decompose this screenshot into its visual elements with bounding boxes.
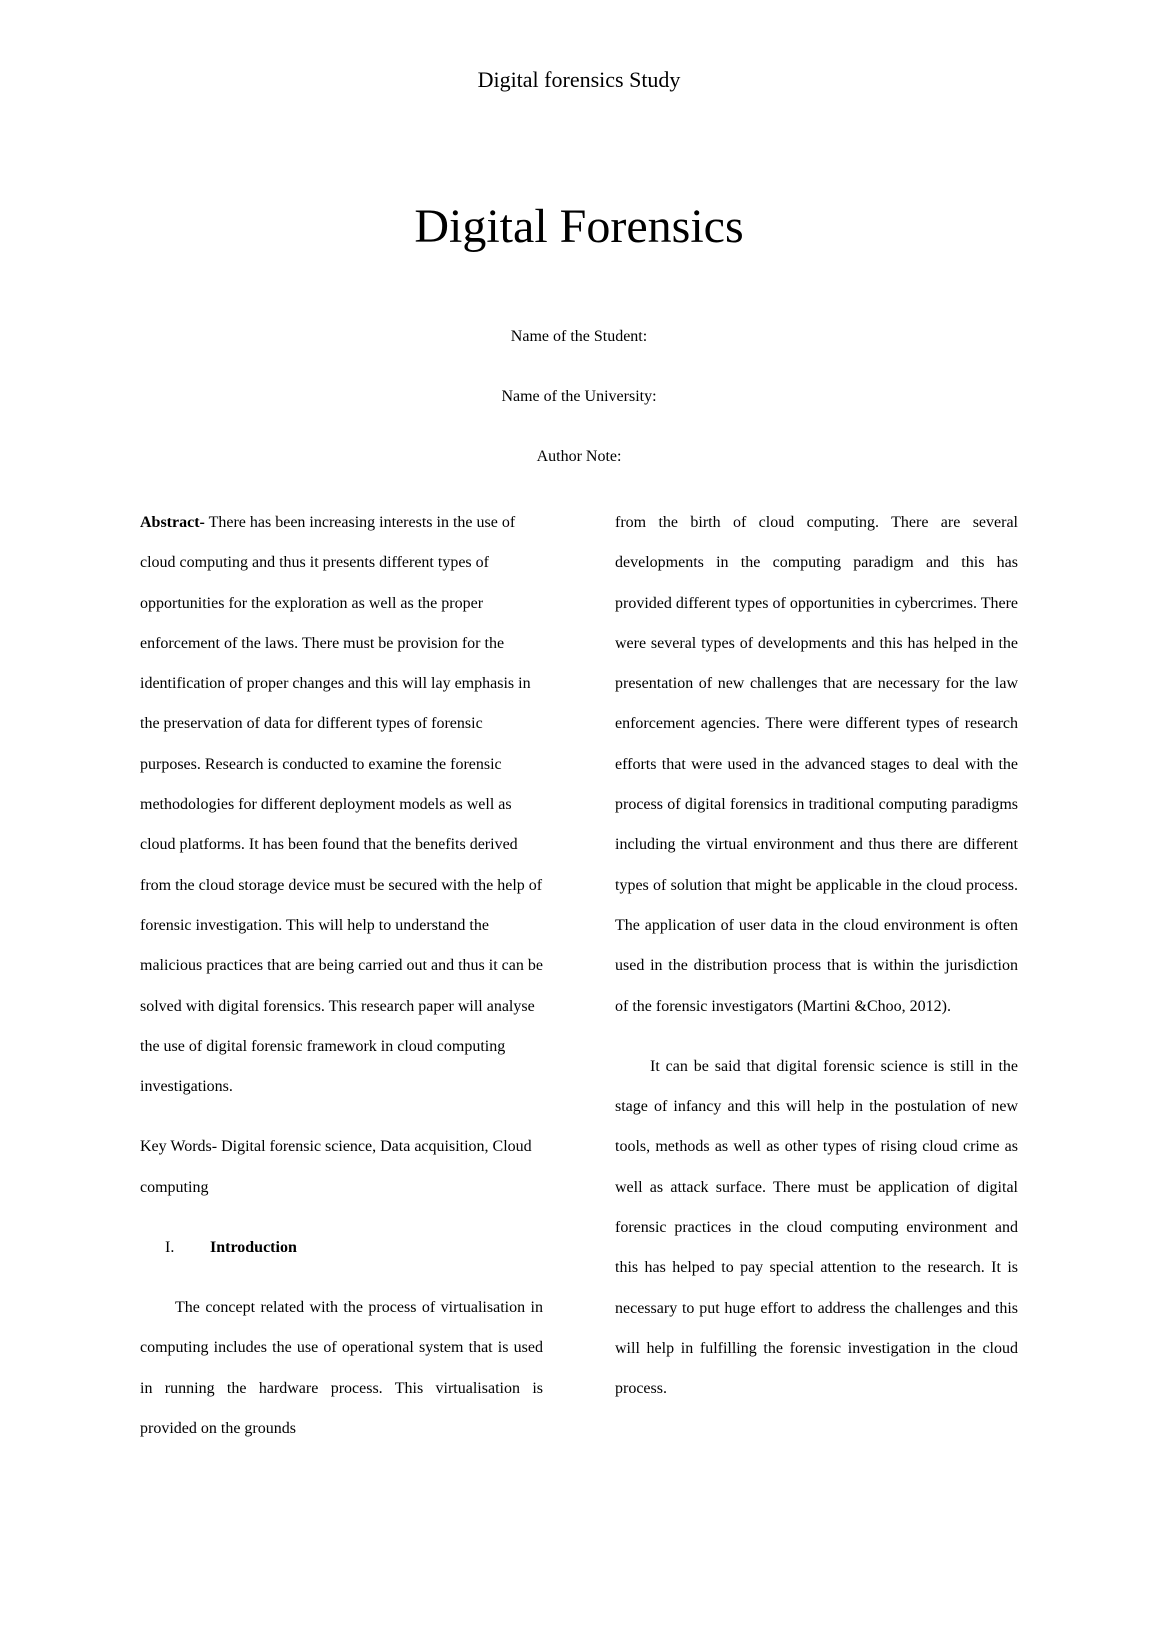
keywords-paragraph: Key Words- Digital forensic science, Data acquisition, Cloud computing [140, 1138, 532, 1196]
second-paragraph: It can be said that digital forensic science is still in the stage of infancy and this will help in the postulation of new tools, methods as well as other types of rising cloud crime as well as attack surface. There must be application of digital forensic practices in the cloud computing environment and this has helped to pay special attention to the research. It is necessary to put huge effort to address the challenges and this will help in fulfilling the forensic investigation in the cloud process. [615, 1057, 1018, 1398]
section-title: Introduction [210, 1239, 297, 1257]
abstract-paragraph [140, 503, 543, 1107]
abstract-text: There has been increasing interests in the use of cloud computing and thus it presents different types of opportunities for the exploration as well as the proper enforcement of the laws. There must be provision for the identification of proper changes and this will lay emphasis in the preservation of data for different types of forensic purposes. Research is conducted to examine the forensic methodologies for different deployment models as well as cloud platforms. It has been found that the benefits derived from the cloud storage device must be secured with the help of forensic investigation. This will help to understand the malicious practices that are being carried out and thus it can be solved with digital forensics. This research paper will analyse the use of digital forensic framework in cloud computing investigations. [140, 514, 543, 1096]
paper-title: Digital Forensics [414, 200, 744, 253]
intro-paragraph-right: from the birth of cloud computing. There are several developments in the computing paradigm and this has provided different types of opportunities in cybercrimes. There were several types of developments and this has helped in the presentation of new challenges that are necessary for the law enforcement agencies. There were different types of research efforts that were used in the advanced stages to deal with the process of digital forensics in traditional computing paradigms including the virtual environment and thus there are different types of solution that might be applicable in the cloud process. The application of user data in the cloud environment is often used in the distribution process that is within the jurisdiction of the forensic investigators (Martini &Choo, 2012). [615, 514, 1018, 1015]
section-heading-introduction [140, 1228, 543, 1268]
left-column [140, 503, 543, 1449]
author-note-line: Author Note: [536, 448, 622, 465]
intro-paragraph-left: The concept related with the process of virtualisation in computing includes the use of operational system that is used in running the hardware process. This virtualisation is provided on the grounds [140, 1299, 543, 1437]
university-name-line: Name of the University: [501, 388, 657, 405]
student-name-line: Name of the Student: [510, 328, 648, 345]
right-column [615, 503, 1018, 1410]
abstract-label: Abstract- [140, 514, 205, 531]
running-head: Digital forensics Study [477, 67, 681, 92]
section-number: I. [165, 1239, 175, 1257]
